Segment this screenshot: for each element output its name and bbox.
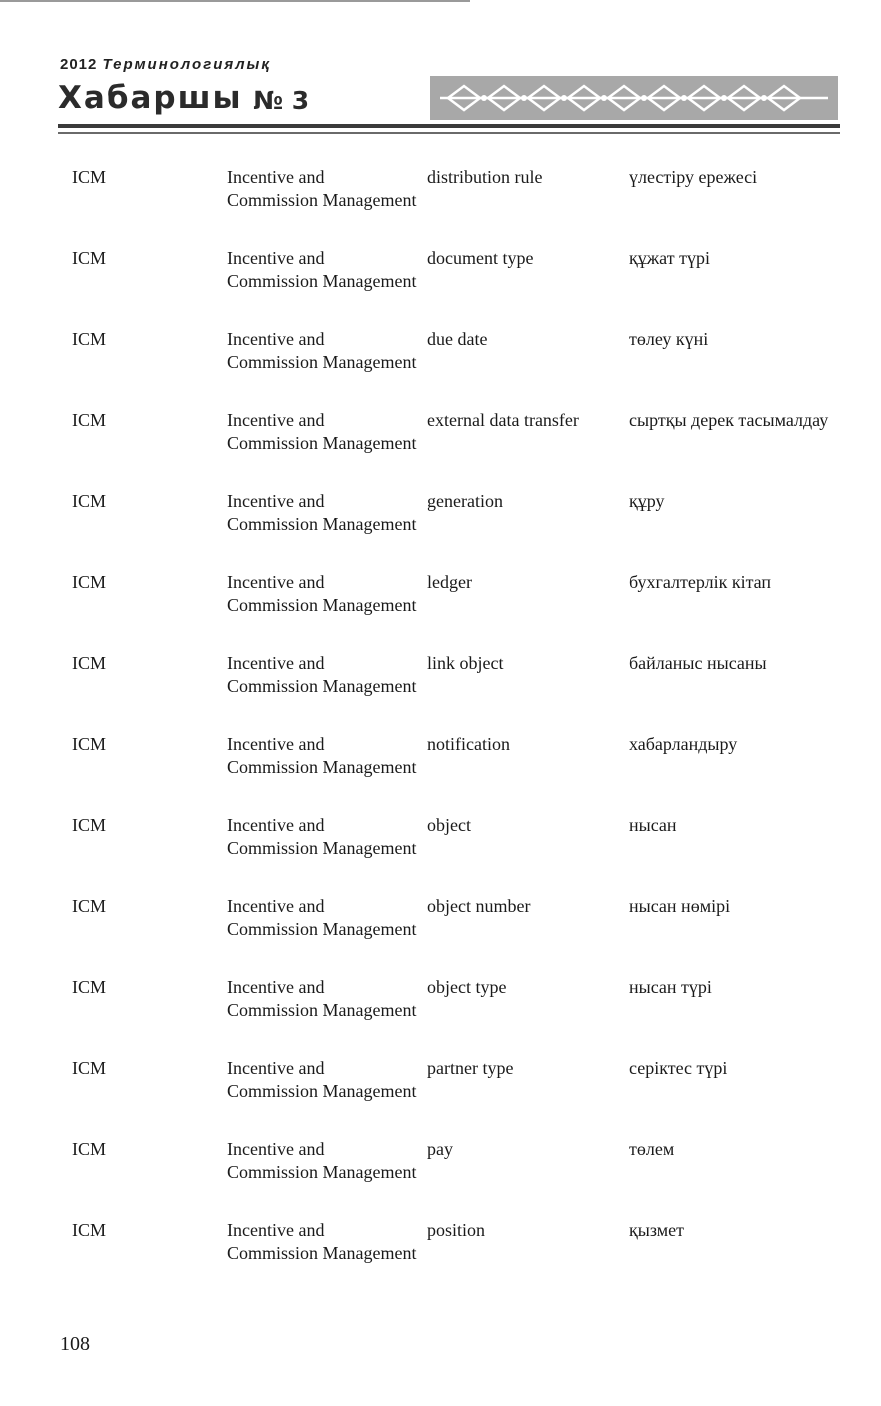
kazakh-term-cell: бухгалтерлік кітап xyxy=(629,572,772,592)
domain-cell: Incentive and Commission Management xyxy=(227,410,417,453)
table-row xyxy=(0,652,881,733)
kazakh-term-cell: сыртқы дерек тасымалдау xyxy=(629,410,829,430)
english-term-cell: pay xyxy=(427,1139,453,1159)
domain-cell: Incentive and Commission Management xyxy=(227,491,417,534)
domain-cell: Incentive and Commission Management xyxy=(227,248,417,291)
domain-cell: Incentive and Commission Management xyxy=(227,329,417,372)
header-ornament xyxy=(430,76,838,120)
journal-name: Терминологиялық xyxy=(102,56,271,73)
table-row xyxy=(0,1057,881,1138)
kazakh-term-cell: байланыс нысаны xyxy=(629,653,767,673)
ornament-pattern-icon xyxy=(430,76,838,120)
header-rule-thick xyxy=(58,124,840,128)
top-edge-line xyxy=(0,0,470,2)
english-term-cell: notification xyxy=(427,734,510,754)
english-term-cell: distribution rule xyxy=(427,167,543,187)
abbreviation-cell: ICM xyxy=(72,248,107,268)
english-term-cell: object xyxy=(427,815,471,835)
abbreviation-cell: ICM xyxy=(72,734,107,754)
abbreviation-cell: ICM xyxy=(72,896,107,916)
table-row xyxy=(0,490,881,571)
english-term-cell: generation xyxy=(427,491,503,511)
english-term-cell: ledger xyxy=(427,572,472,592)
table-row xyxy=(0,166,881,247)
english-term-cell: object number xyxy=(427,896,531,916)
english-term-cell: link object xyxy=(427,653,504,673)
page-number: 108 xyxy=(60,1333,90,1355)
glossary-table xyxy=(0,166,881,1300)
domain-cell: Incentive and Commission Management xyxy=(227,1058,417,1101)
kazakh-term-cell: құру xyxy=(629,491,665,511)
table-row xyxy=(0,1138,881,1219)
kazakh-term-cell: төлем xyxy=(629,1139,675,1159)
table-row xyxy=(0,571,881,652)
kazakh-term-cell: нысан нөмірі xyxy=(629,896,731,916)
kazakh-term-cell: хабарландыру xyxy=(629,734,738,754)
english-term-cell: object type xyxy=(427,977,507,997)
abbreviation-cell: ICM xyxy=(72,491,107,511)
table-row xyxy=(0,328,881,409)
domain-cell: Incentive and Commission Management xyxy=(227,167,417,210)
english-term-cell: position xyxy=(427,1220,486,1240)
abbreviation-cell: ICM xyxy=(72,1139,107,1159)
abbreviation-cell: ICM xyxy=(72,167,107,187)
abbreviation-cell: ICM xyxy=(72,1058,107,1078)
header-rule-thin xyxy=(58,132,840,134)
header-year: 2012 xyxy=(60,56,98,73)
domain-cell: Incentive and Commission Management xyxy=(227,896,417,939)
abbreviation-cell: ICM xyxy=(72,977,107,997)
abbreviation-cell: ICM xyxy=(72,572,107,592)
domain-cell: Incentive and Commission Management xyxy=(227,653,417,696)
domain-cell: Incentive and Commission Management xyxy=(227,734,417,777)
table-row xyxy=(0,976,881,1057)
table-row xyxy=(0,733,881,814)
domain-cell: Incentive and Commission Management xyxy=(227,1220,417,1263)
table-row xyxy=(0,895,881,976)
english-term-cell: external data transfer xyxy=(427,410,579,430)
table-row xyxy=(0,814,881,895)
table-row xyxy=(0,247,881,328)
english-term-cell: partner type xyxy=(427,1058,514,1078)
domain-cell: Incentive and Commission Management xyxy=(227,977,417,1020)
table-row xyxy=(0,1219,881,1300)
issue-number: № 3 xyxy=(253,86,310,115)
abbreviation-cell: ICM xyxy=(72,1220,107,1240)
kazakh-term-cell: нысан xyxy=(629,815,677,835)
english-term-cell: due date xyxy=(427,329,488,349)
kazakh-term-cell: нысан түрі xyxy=(629,977,712,997)
domain-cell: Incentive and Commission Management xyxy=(227,1139,417,1182)
header-year-line xyxy=(60,56,271,73)
kazakh-term-cell: үлестіру ережесі xyxy=(629,167,758,187)
kazakh-term-cell: құжат түрі xyxy=(629,248,710,268)
journal-title: Хабаршы xyxy=(58,80,243,116)
table-row xyxy=(0,409,881,490)
kazakh-term-cell: төлеу күні xyxy=(629,329,709,349)
abbreviation-cell: ICM xyxy=(72,815,107,835)
abbreviation-cell: ICM xyxy=(72,410,107,430)
kazakh-term-cell: серіктес түрі xyxy=(629,1058,728,1078)
kazakh-term-cell: қызмет xyxy=(629,1220,684,1240)
domain-cell: Incentive and Commission Management xyxy=(227,815,417,858)
abbreviation-cell: ICM xyxy=(72,329,107,349)
domain-cell: Incentive and Commission Management xyxy=(227,572,417,615)
english-term-cell: document type xyxy=(427,248,534,268)
abbreviation-cell: ICM xyxy=(72,653,107,673)
